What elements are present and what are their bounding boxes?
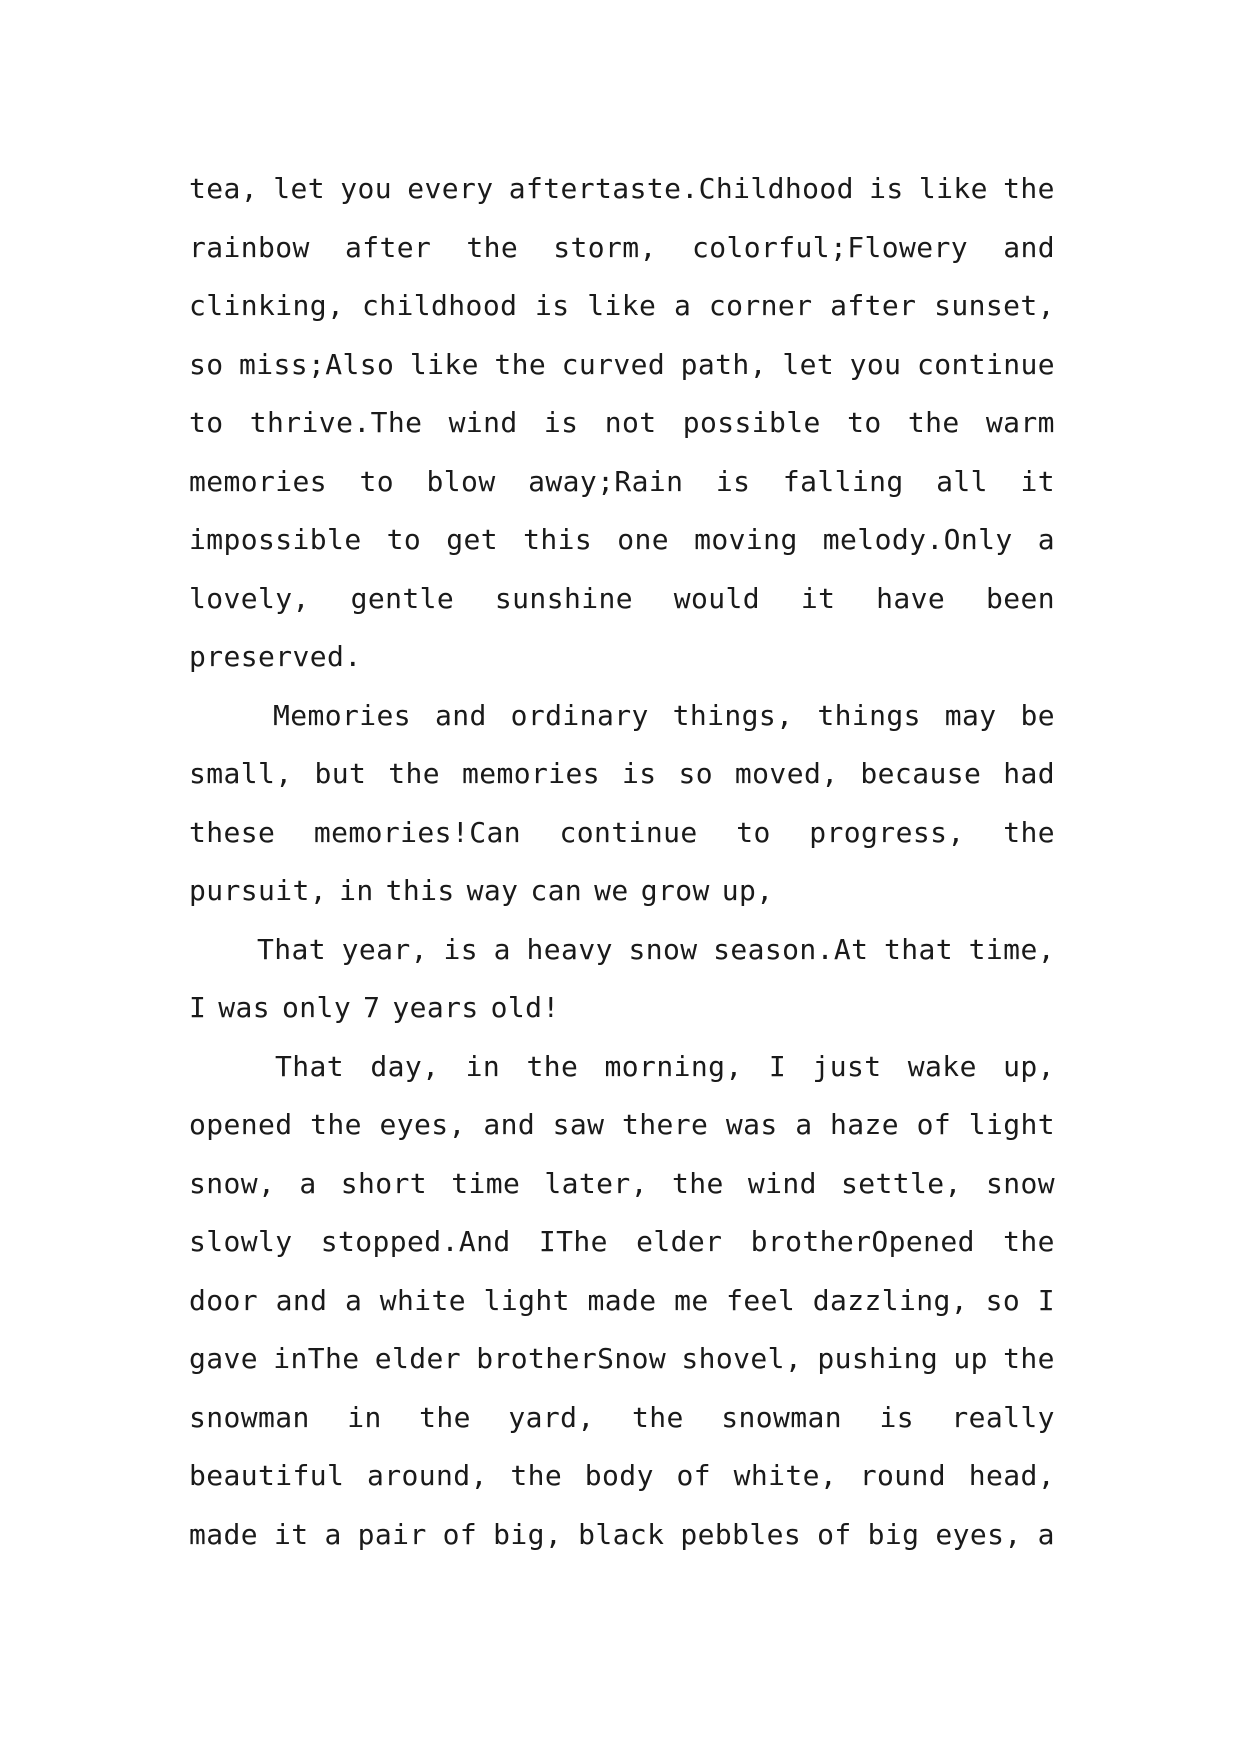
text-line (189, 1447, 1055, 1506)
word: really (951, 1400, 1055, 1434)
word: and (1003, 230, 1055, 264)
word: up, (721, 874, 774, 907)
word: it (800, 581, 836, 615)
word: season.At (713, 932, 869, 966)
word: so (985, 1283, 1021, 1317)
text-line (189, 1038, 1055, 1097)
word: these (189, 815, 276, 849)
word: the (907, 406, 960, 439)
word: the (526, 1049, 579, 1083)
word: year, (341, 932, 428, 966)
word: light (483, 1283, 570, 1317)
word: thrive.The (249, 406, 423, 439)
word: let (273, 172, 326, 205)
word: years (392, 991, 479, 1024)
word: of (817, 1517, 852, 1551)
word: a (324, 1517, 342, 1551)
word: time (451, 1166, 521, 1200)
word: the (310, 1108, 362, 1141)
word: memories (461, 757, 601, 790)
word: is (869, 172, 904, 205)
word: saw (552, 1108, 605, 1141)
text-line (189, 511, 1055, 570)
text-line (189, 687, 1055, 746)
text-line (189, 1506, 1055, 1565)
word: continue (916, 347, 1055, 381)
word: beautiful (189, 1459, 345, 1492)
word: pushing (817, 1342, 939, 1375)
word: snow, (189, 1166, 276, 1200)
word: may (944, 698, 997, 732)
word: the (494, 347, 547, 381)
word: inThe (273, 1342, 360, 1375)
word: all (936, 464, 988, 498)
text-line (189, 979, 1055, 1038)
word: you (849, 347, 902, 381)
word: after (830, 289, 917, 322)
word: and (434, 698, 487, 732)
word: like (409, 347, 479, 381)
word: can (530, 874, 583, 907)
text-line (189, 1389, 1055, 1448)
word: rainbow (189, 230, 310, 264)
word: every (407, 172, 494, 205)
word: after (344, 230, 432, 264)
text-line (189, 336, 1055, 395)
word: round (859, 1459, 947, 1492)
word: in (465, 1049, 501, 1083)
word: there (622, 1108, 709, 1141)
word: progress, (809, 815, 965, 849)
word: pebbles (680, 1517, 802, 1551)
word: snowman (721, 1400, 843, 1434)
word: That (257, 932, 327, 966)
word: to (189, 406, 224, 439)
word: is (535, 289, 570, 322)
word: up, (1003, 1049, 1055, 1083)
word: big (867, 1517, 920, 1551)
word: pair (357, 1517, 427, 1551)
word: been (985, 581, 1055, 615)
word: sunset, (934, 289, 1055, 322)
word: ordinary (510, 698, 649, 732)
word: snow (628, 932, 698, 966)
word: small, (189, 757, 293, 790)
word: preserved. (189, 640, 362, 673)
word: settle, (841, 1166, 962, 1200)
word: this (385, 874, 455, 907)
word: elder (636, 1225, 723, 1258)
word: snowman (189, 1400, 310, 1434)
word: not (604, 406, 657, 439)
word: white (379, 1283, 467, 1317)
word: the (632, 1400, 684, 1434)
word: miss;Also (239, 347, 395, 381)
word: it (273, 1517, 309, 1551)
word: get (446, 523, 499, 556)
word: eyes, (379, 1108, 466, 1141)
word: black (578, 1517, 665, 1551)
word: feel (726, 1283, 796, 1317)
text-line (189, 160, 1055, 219)
word: the (510, 1459, 563, 1492)
word: that (884, 932, 954, 966)
word: brotherOpened (750, 1225, 975, 1258)
word: way (466, 874, 519, 907)
word: of (676, 1459, 711, 1492)
word: white, (733, 1459, 838, 1492)
word: falling (782, 464, 904, 498)
word: this (523, 523, 593, 556)
word: the (466, 230, 519, 264)
word: storm, (553, 230, 657, 264)
word: it (1020, 464, 1055, 498)
word: in (339, 874, 374, 907)
word: to (359, 464, 395, 498)
word: body (584, 1459, 654, 1492)
word: tea, (189, 172, 259, 205)
word: later, (544, 1166, 648, 1200)
word: old! (490, 991, 560, 1024)
text-line (189, 570, 1055, 629)
word: clinking, (189, 289, 345, 322)
word: gave (189, 1342, 259, 1375)
word: the (1003, 1342, 1055, 1375)
word: a (1037, 1517, 1055, 1551)
word: I (1037, 1283, 1055, 1317)
word: yard, (508, 1400, 595, 1434)
word: warm (985, 406, 1055, 439)
text-line (189, 628, 1055, 687)
word: in (347, 1400, 382, 1434)
text-line (189, 1213, 1055, 1272)
word: and (275, 1283, 328, 1317)
word: blow (426, 464, 496, 498)
word: made (189, 1517, 259, 1551)
word: like (587, 289, 657, 322)
word: sunshine (494, 581, 633, 615)
word: a (673, 289, 692, 322)
text-line (189, 862, 1055, 921)
word: so (678, 757, 713, 790)
word: impossible (189, 523, 362, 556)
word: melody.Only (822, 523, 1013, 556)
word: we (594, 874, 629, 907)
word: moved, (734, 757, 839, 790)
text-line (189, 1155, 1055, 1214)
word: day, (370, 1049, 440, 1083)
word: the (1003, 815, 1055, 849)
word: so (189, 347, 224, 381)
text-line (189, 745, 1055, 804)
word: I (189, 991, 207, 1024)
text-line (189, 804, 1055, 863)
word: continue (559, 815, 698, 849)
word: to (386, 523, 422, 556)
word: elder (374, 1342, 462, 1375)
word: would (673, 581, 761, 615)
word: memories!Can (313, 815, 521, 849)
word: wake (907, 1049, 977, 1083)
word: snow (985, 1166, 1055, 1200)
word: is (543, 406, 579, 439)
text-line (189, 1272, 1055, 1331)
word: let (782, 347, 835, 381)
word: had (1003, 757, 1055, 790)
word: light (968, 1108, 1055, 1141)
word: memories (189, 464, 328, 498)
word: time, (968, 932, 1055, 966)
word: to (847, 406, 882, 439)
word: IThe (538, 1225, 608, 1258)
word: be (1020, 698, 1055, 732)
word: just (812, 1049, 882, 1083)
word: curved (561, 347, 666, 381)
word: a (1037, 523, 1055, 556)
word: I (768, 1049, 787, 1083)
word: one (617, 523, 670, 556)
word: me (674, 1283, 709, 1317)
word: a (493, 932, 511, 966)
word: path, (680, 347, 767, 381)
word: was (725, 1108, 778, 1141)
word: the (1003, 1225, 1055, 1258)
word: the (388, 757, 441, 790)
word: things (817, 698, 921, 732)
word: the (671, 1166, 724, 1200)
word: wind (448, 406, 518, 439)
word: have (876, 581, 946, 615)
word: short (340, 1166, 428, 1200)
word: dazzling, (812, 1283, 969, 1317)
word: eyes, (935, 1517, 1022, 1551)
word: and (483, 1108, 536, 1141)
word: because (860, 757, 982, 790)
word: door (189, 1283, 259, 1317)
word: like (918, 172, 988, 205)
word: shovel, (681, 1342, 803, 1375)
word: is (621, 757, 657, 790)
word: heavy (526, 932, 613, 966)
word: but (314, 757, 367, 790)
word: things, (672, 698, 794, 732)
word: haze (830, 1108, 900, 1141)
word: possible (682, 406, 821, 439)
word: childhood (362, 289, 518, 322)
word: opened (189, 1108, 293, 1141)
text-line (189, 1096, 1055, 1155)
word: around, (366, 1459, 488, 1492)
word: a (344, 1283, 363, 1317)
word: is (715, 464, 751, 498)
word: made (587, 1283, 657, 1317)
word: is (443, 932, 479, 966)
text-line (189, 453, 1055, 512)
text-line (189, 219, 1055, 278)
word: the (1003, 172, 1055, 205)
word: gentle (350, 581, 455, 615)
word: brotherSnow (476, 1342, 667, 1375)
word: away;Rain (528, 464, 684, 498)
word: That (275, 1049, 345, 1083)
word: you (340, 172, 393, 205)
word: only (282, 991, 352, 1024)
text-line (189, 921, 1055, 980)
word: up (953, 1342, 988, 1375)
word: stopped.And (320, 1225, 511, 1258)
word: colorful;Flowery (691, 230, 969, 264)
word: lovely, (189, 581, 310, 615)
word: was (218, 991, 271, 1024)
word: corner (708, 289, 813, 322)
word: of (916, 1108, 952, 1141)
text-line (189, 1330, 1055, 1389)
text-line (189, 277, 1055, 336)
word: is (879, 1400, 914, 1434)
word: of (442, 1517, 478, 1551)
word: moving (694, 523, 798, 556)
word: pursuit, (189, 874, 328, 907)
word: Memories (273, 698, 412, 732)
word: aftertaste.Childhood (508, 172, 854, 205)
body-text (189, 160, 1055, 1564)
text-line (189, 394, 1055, 453)
word: 7 (363, 991, 381, 1024)
word: big, (493, 1517, 563, 1551)
word: a (795, 1108, 813, 1141)
word: grow (640, 874, 710, 907)
word: morning, (604, 1049, 743, 1083)
word: slowly (189, 1225, 293, 1258)
word: head, (968, 1459, 1055, 1492)
word: wind (747, 1166, 817, 1200)
word: a (299, 1166, 317, 1200)
word: the (419, 1400, 471, 1434)
word: to (736, 815, 771, 849)
